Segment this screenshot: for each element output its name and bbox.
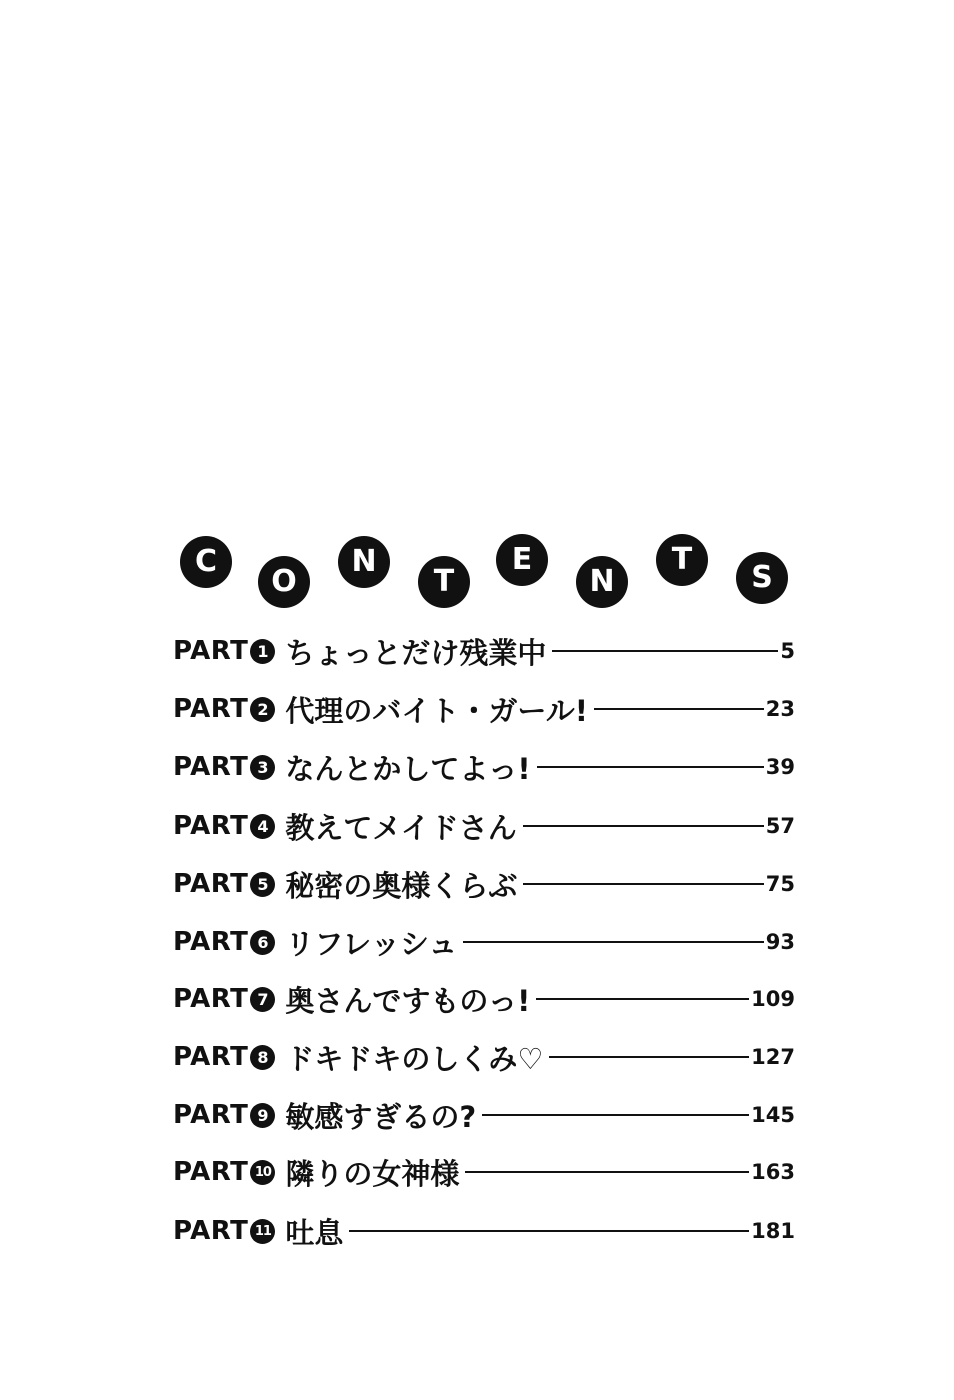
leader-line: [349, 1230, 749, 1233]
part-number-badge: 5: [250, 872, 275, 897]
toc-entry[interactable]: [173, 1147, 795, 1197]
toc-entry[interactable]: [173, 1090, 795, 1140]
heading-letter-o: O: [258, 556, 310, 608]
part-label: PART: [173, 869, 249, 899]
heading-letter-n: N: [338, 536, 390, 588]
part-label: PART: [173, 1157, 249, 1187]
toc-entry[interactable]: [173, 974, 795, 1024]
part-label: PART: [173, 694, 249, 724]
part-label: PART: [173, 1042, 249, 1072]
toc-entry[interactable]: [173, 1032, 795, 1082]
part-number-badge: 9: [250, 1103, 275, 1128]
part-label: PART: [173, 1100, 249, 1130]
chapter-title: 隣りの女神様: [285, 1156, 460, 1191]
leader-line: [465, 1171, 749, 1174]
leader-line: [552, 650, 778, 653]
part-label: PART: [173, 636, 249, 666]
page-number: 39: [765, 755, 795, 779]
leader-line: [537, 766, 764, 769]
page-number: 145: [751, 1103, 795, 1127]
toc-entry[interactable]: [173, 801, 795, 851]
part-number-badge: 1: [250, 639, 275, 664]
part-number-badge: 10: [250, 1160, 275, 1185]
part-number-badge: 6: [250, 930, 275, 955]
toc-entry[interactable]: [173, 684, 795, 734]
toc-entry[interactable]: [173, 626, 795, 676]
part-label: PART: [173, 811, 249, 841]
leader-line: [482, 1114, 749, 1117]
toc-entry[interactable]: [173, 742, 795, 792]
page-number: 163: [751, 1160, 795, 1184]
part-number-badge: 2: [250, 697, 275, 722]
leader-line: [523, 883, 763, 886]
leader-line: [463, 941, 763, 944]
page-number: 75: [765, 872, 795, 896]
chapter-title: 代理のバイト・ガール!: [285, 693, 589, 728]
chapter-title: 教えてメイドさん: [285, 810, 517, 845]
heading-letter-s: S: [736, 552, 788, 604]
part-number-badge: 4: [250, 814, 275, 839]
page-number: 181: [751, 1219, 795, 1243]
page-number: 23: [765, 697, 795, 721]
part-number-badge: 8: [250, 1045, 275, 1070]
heading-letter-e: E: [496, 534, 548, 586]
toc-entry[interactable]: [173, 1206, 795, 1256]
part-label: PART: [173, 984, 249, 1014]
leader-line: [523, 825, 764, 828]
page-number: 5: [780, 639, 795, 663]
chapter-title: 奥さんですものっ!: [285, 983, 531, 1018]
heading-letter-t: T: [418, 556, 470, 608]
heading-letter-c: C: [180, 536, 232, 588]
leader-line: [536, 998, 749, 1001]
contents-heading: [0, 0, 954, 620]
heading-letter-t: T: [656, 534, 708, 586]
part-number-badge: 3: [250, 755, 275, 780]
leader-line: [594, 708, 764, 711]
page-number: 57: [765, 814, 795, 838]
chapter-title: 秘密の奥様くらぶ: [285, 868, 518, 903]
chapter-title: ちょっとだけ残業中: [285, 635, 547, 670]
part-number-badge: 11: [250, 1219, 275, 1244]
chapter-title: リフレッシュ: [285, 926, 458, 961]
page-number: 109: [751, 987, 795, 1011]
toc-entry[interactable]: [173, 917, 795, 967]
page-number: 93: [765, 930, 795, 954]
part-number-badge: 7: [250, 987, 275, 1012]
heading-letter-n: N: [576, 556, 628, 608]
part-label: PART: [173, 1216, 249, 1246]
page-number: 127: [751, 1045, 795, 1069]
leader-line: [549, 1056, 749, 1059]
chapter-title: 敏感すぎるの?: [285, 1099, 477, 1134]
part-label: PART: [173, 927, 249, 957]
chapter-title: 吐息: [285, 1215, 344, 1250]
chapter-title: ドキドキのしくみ♡: [285, 1041, 544, 1076]
part-label: PART: [173, 752, 249, 782]
chapter-title: なんとかしてよっ!: [285, 751, 531, 786]
toc-entry[interactable]: [173, 859, 795, 909]
